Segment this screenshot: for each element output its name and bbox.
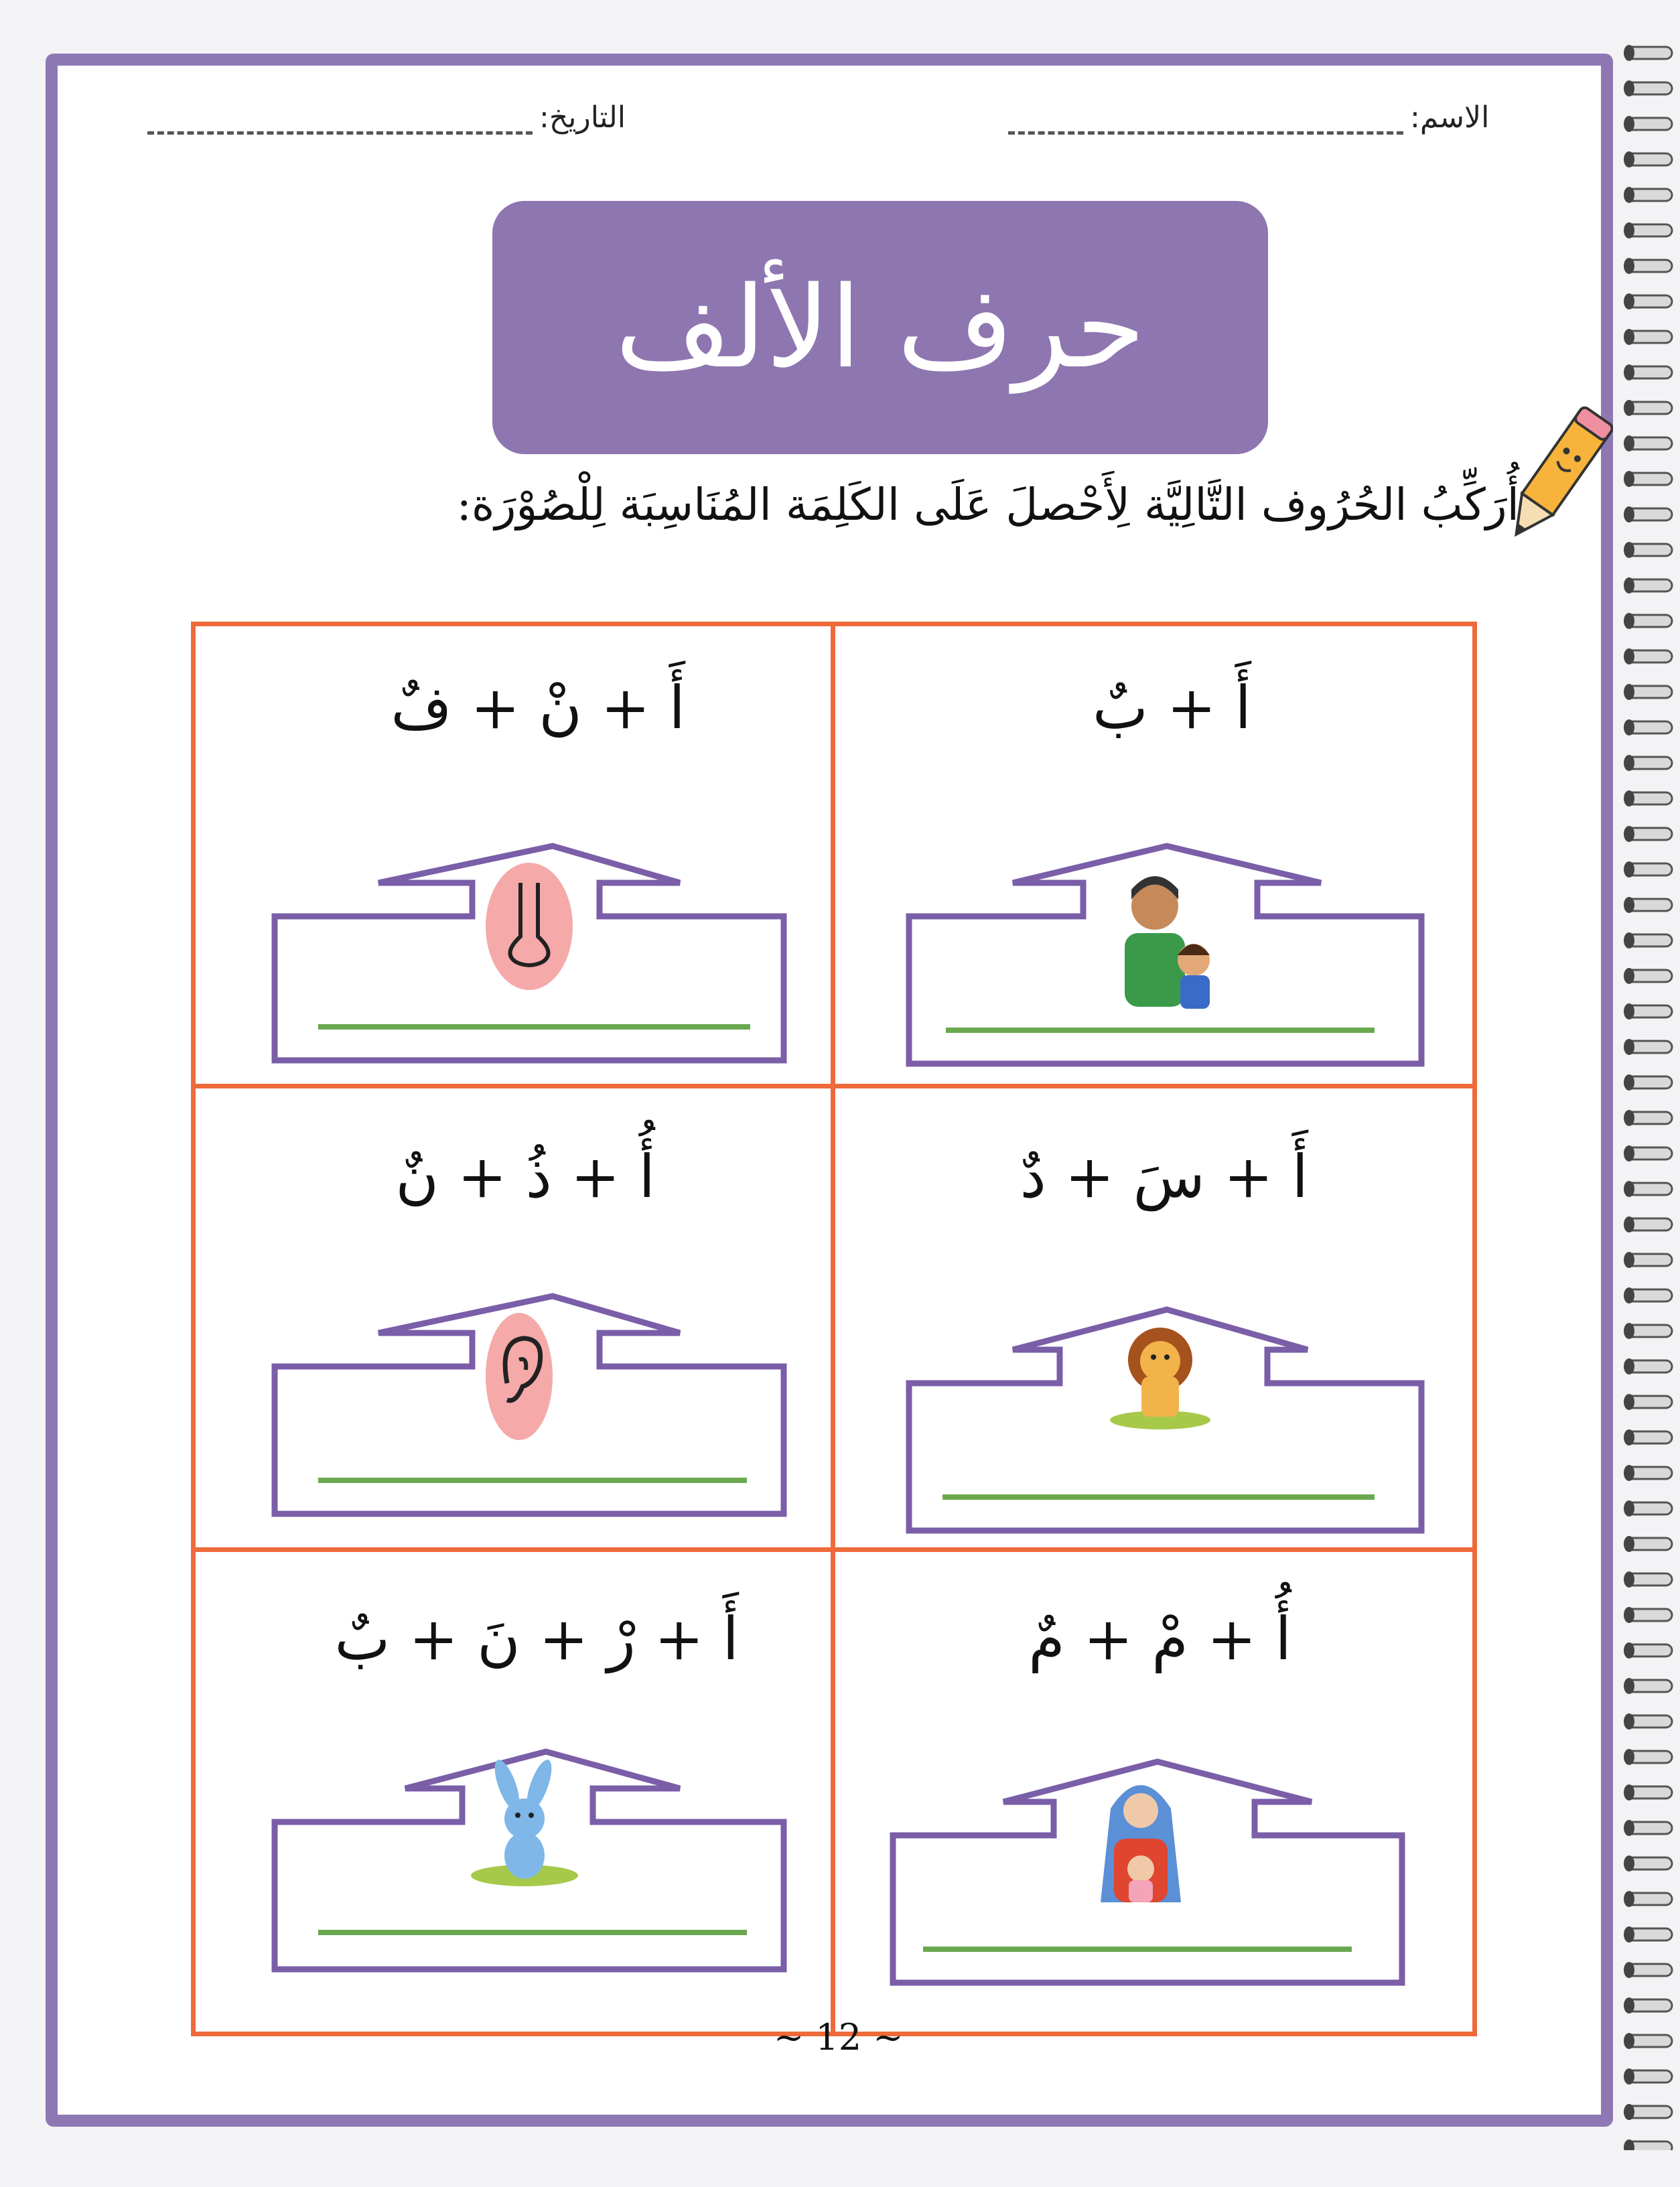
date-blank[interactable]	[147, 131, 533, 135]
equation-2: أَ + نْ + فٌ	[391, 673, 685, 742]
page-number: ~ 12 ~	[774, 2016, 904, 2058]
answer-box-6[interactable]	[271, 1748, 794, 1976]
ear-icon	[486, 1313, 553, 1440]
date-field[interactable]	[147, 100, 626, 135]
title-banner	[492, 201, 1268, 454]
answer-box-2[interactable]	[271, 843, 794, 1070]
instruction-text: أُرَكِّبُ الحُرُوف التَّالِيَّة لِأَحْصلَ عَلَى الكَلِمَة المُنَاسِبَة لِلْصُوْرَة:	[456, 479, 1519, 531]
equation-4: أُ + ذُ + نٌ	[395, 1142, 655, 1211]
spiral-binding	[1620, 40, 1680, 2150]
date-label: التاريخ:	[539, 100, 626, 135]
grid-divider-vertical	[831, 622, 835, 2036]
answer-box-5[interactable]	[890, 1758, 1412, 1986]
grid-divider-row2	[191, 1547, 1477, 1552]
equation-3: أَ + سَ + دٌ	[1020, 1142, 1308, 1211]
equation-5: أُ + مْ + مٌ	[1028, 1604, 1291, 1673]
equation-1: أَ + بٌ	[1093, 673, 1251, 742]
grid-divider-row1	[191, 1084, 1477, 1088]
name-blank[interactable]	[1008, 131, 1403, 135]
answer-box-1[interactable]	[906, 843, 1428, 1070]
name-label: الاسم:	[1410, 100, 1490, 135]
answer-box-3[interactable]	[906, 1306, 1428, 1534]
nose-icon	[486, 863, 573, 990]
equation-6: أَ + رْ + نَ + بٌ	[334, 1604, 739, 1673]
answer-box-4[interactable]	[271, 1293, 794, 1521]
page-title: حرف الألف	[615, 262, 1145, 393]
name-field[interactable]	[1008, 100, 1489, 135]
